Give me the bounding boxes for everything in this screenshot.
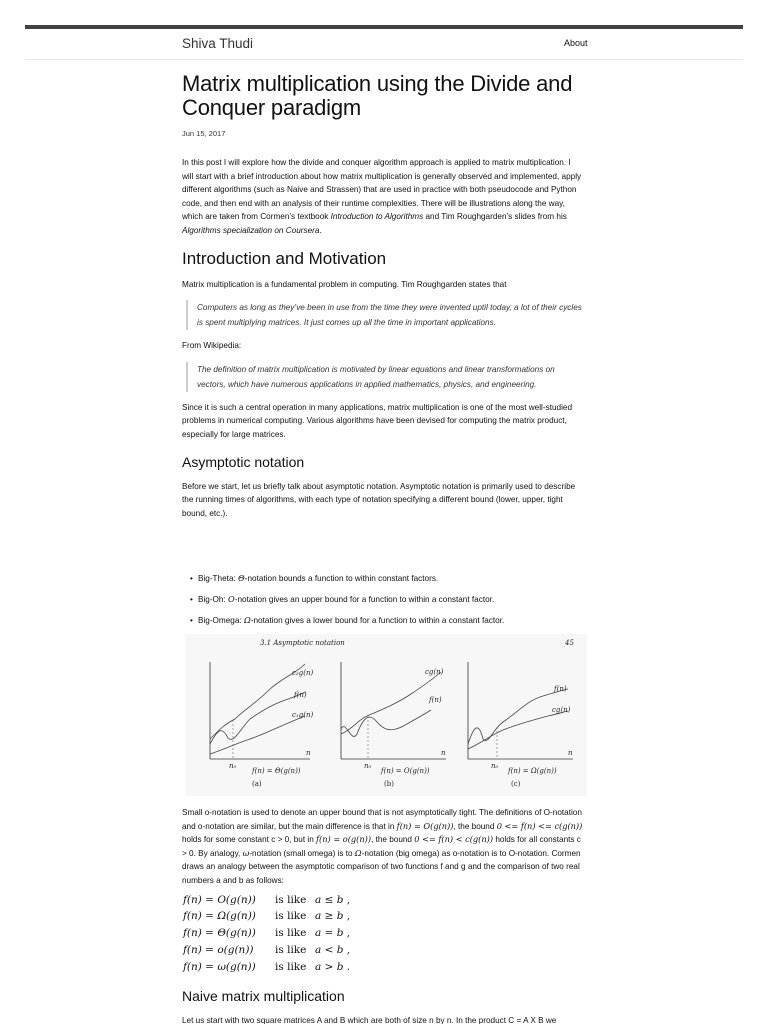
panel-a-upper-label: c₂g(n) [292, 669, 314, 678]
comparison-row: f(n) = Θ(g(n)) is like a = b , [183, 927, 351, 940]
section-heading-intro: Introduction and Motivation [182, 248, 387, 268]
panel-c-letter: (c) [511, 780, 521, 789]
intro-paragraph: In this post I will explore how the divide and conquer algorithm approach is applied to matrix multiplication. I will start with a brief introduction about how matrix multiplication is generally observed and implemented, apply different algorithms (such as Naive and Strassen) that are used in practice with both pseudocode and Python code, and then end with an analysis of their runtime complexities. There will be illustrations along the way, which are taken from Cormen’s textbook Introduction to Algorithms and Tim Roughgarden’s slides from his Algorithms specialization on Coursera. [182, 158, 582, 235]
asymptotic-p2: Small o-notation is used to denote an upper bound that is not asymptotically tight. The definitions of O-notation and o-notation are similar, but the main difference is that in f(n) = O(g(n)), the bound 0 <= f(n) <= c(g(n)) holds for some constant c > 0, but in f(n) = o(g(n)), the bound 0 <= f(n) < c(g(n)) holds for all constants c > 0. By analogy, ω-notation (small omega) is to Ω-notation (big omega) as o-notation is to O-notation. Cormen draws an analogy between the asymptotic comparison of two functions f and g and the comparison of two real numbers a and b as follows: [182, 808, 583, 886]
section-heading-asymptotic: Asymptotic notation [182, 453, 305, 470]
quote-wikipedia: The definition of matrix multiplication is motivated by linear equations and linear transformations on vectors, which have numerous applications in applied mathematics, physics, and engineering. [186, 362, 584, 392]
panel-c-n0-label: n₀ [491, 762, 499, 771]
list-item: • Big-Omega: Ω-notation gives a lower bound for a function to within a constant factor. [190, 614, 584, 628]
comparison-table [183, 892, 584, 976]
comparison-row: f(n) = Ω(g(n)) is like a ≥ b , [183, 910, 351, 923]
section-heading-naive: Naive matrix multiplication [182, 987, 345, 1004]
site-title-link[interactable]: Shiva Thudi [182, 36, 254, 51]
figure-page-number: 45 [565, 639, 574, 648]
comparison-row: f(n) = ω(g(n)) is like a > b . [183, 960, 351, 973]
figure-section-label: 3.1 Asymptotic notation [260, 639, 345, 648]
nav-about-link[interactable]: About [564, 38, 588, 48]
panel-a-n0-label: n₀ [229, 762, 237, 771]
panel-b-upper-label: cg(n) [425, 668, 444, 677]
panel-a-caption: f(n) = Θ(g(n)) [252, 767, 301, 776]
panel-b-n0-label: n₀ [364, 762, 372, 771]
panel-c-upper-label: f(n) [554, 685, 567, 694]
panel-a-letter: (a) [252, 780, 262, 789]
course-title: Algorithms specialization on Coursera [182, 225, 320, 235]
post-title: Matrix multiplication using the Divide and Conquer paradigm [182, 71, 573, 120]
panel-a-lower-label: c₁g(n) [292, 711, 314, 720]
panel-b-letter: (b) [384, 780, 394, 789]
panel-b-n-label: n [441, 749, 446, 758]
list-item: • Big-Theta: Θ-notation bounds a function to within constant factors. [190, 572, 584, 586]
comparison-row: f(n) = O(g(n)) is like a ≤ b , [183, 893, 351, 906]
panel-a-n-label: n [306, 749, 311, 758]
panel-c-caption: f(n) = Ω(g(n)) [508, 767, 557, 776]
post-content [182, 72, 584, 1024]
site-header [25, 29, 743, 60]
panel-b-caption: f(n) = O(g(n)) [381, 767, 430, 776]
panel-b-mid-label: f(n) [429, 696, 442, 705]
naive-p1: Let us start with two square matrices A and B which are both of size n by n. In the product C = A X B we [182, 1015, 557, 1024]
intro-p2: From Wikipedia: [182, 341, 242, 351]
book-title: Introduction to Algorithms [330, 212, 424, 222]
comparison-row: f(n) = o(g(n)) is like a < b , [183, 944, 351, 957]
quote-roughgarden: Computers as long as they’ve been in use from the time they were invented uptil today, a lot of their cycles is spent multiplying matrices. It just comes up all the time in important applications. [186, 300, 584, 330]
list-item: • Big-Oh: O-notation gives an upper bound for a function to within a constant factor. [190, 593, 584, 607]
panel-c-n-label: n [568, 749, 573, 758]
panel-c-mid-label: cg(n) [552, 706, 571, 715]
intro-p1: Matrix multiplication is a fundamental problem in computing. Tim Roughgarden states that [182, 279, 507, 289]
notation-list [190, 572, 584, 627]
asymptotic-p1: Before we start, let us briefly talk about asymptotic notation. Asymptotic notation is primarily used to describe the running times of algorithms, with each type of notation specifying a different bound (lower, upper, tight bound, etc.). [182, 481, 576, 518]
post-date: Jun 15, 2017 [182, 129, 226, 138]
asymptotic-notation-figure [185, 634, 587, 796]
panel-a-mid-label: f(n) [294, 691, 307, 700]
intro-p3: Since it is such a central operation in many applications, matrix multiplication is one of the most well-studied problems in numerical computing. Various algorithms have been devised for computing the matrix product, especially for large matrices. [182, 402, 573, 439]
